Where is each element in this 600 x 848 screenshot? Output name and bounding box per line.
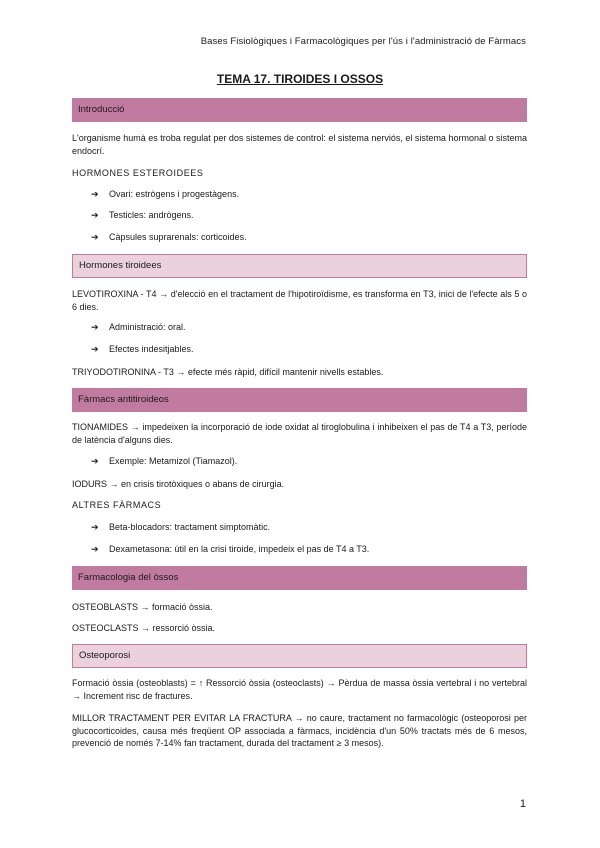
osteoporosi-paragraph: Formació òssia (osteoblasts) = ↑ Ressorció òssia (osteoclasts) → Pèrdua de massa òssia vertebral i no vertebral → Increment risc de fractures. [72,678,527,701]
section-introduccio: Introducció [72,98,527,122]
hormones-esteroidees-label: HORMONES ESTEROIDEES [72,168,204,178]
section-hormones-tiroidees: Hormones tiroidees [72,254,527,278]
section-farmacologia-ossos: Farmacologia del òssos [72,566,527,590]
list-item: ➔ Efectes indesitjables. [91,344,194,354]
millor-tractament-paragraph: MILLOR TRACTAMENT PER EVITAR LA FRACTURA → no caure, tractament no farmacològic (osteoporosi per glucocorticoides, causa més freqüent OP associada a fàrmacs, incidència d'un 50% tractats més de 6 mesos, prevenció de només 7-14% fan tractament, durada del tractament ≥ 3 mesos). [72,713,527,748]
page-number: 1 [519,798,526,810]
list-item: ➔ Ovari: estrògens i progestàgens. [91,189,240,199]
list-item: ➔ Exemple: Metamizol (Tiamazol). [91,456,238,466]
altres-farmacs-label: ALTRES FÀRMACS [72,500,162,510]
arrow-icon: ➔ [91,322,99,332]
arrow-icon: ➔ [91,344,99,354]
list-item: ➔ Administració: oral. [91,322,186,332]
arrow-icon: ➔ [91,456,99,466]
section-osteoporosi: Osteoporosi [72,644,527,668]
running-header: Bases Fisiològiques i Farmacològiques per l'ús i l'administració de Fàrmacs [200,36,526,47]
list-item: ➔ Testicles: andrògens. [91,210,194,220]
list-item: ➔ Càpsules suprarenals: corticoides. [91,232,247,242]
triyodotironina-paragraph: TRIYODOTIRONINA - T3 → efecte més ràpid, difícil mantenir nivells estables. [72,367,384,377]
intro-paragraph: L'organisme humà es troba regulat per dos sistemes de control: el sistema nerviós, el sistema hormonal o sistema endocrí. [72,133,527,156]
page-title: TEMA 17. TIROIDES I OSSOS [216,72,384,86]
arrow-icon: ➔ [91,189,99,199]
list-item: ➔ Beta-blocadors: tractament simptomàtic. [91,522,271,532]
list-item: ➔ Dexametasona: útil en la crisi tiroide, impedeix el pas de T4 a T3. [91,544,370,554]
osteoclasts-paragraph: OSTEOCLASTS → ressorció òssia. [72,623,216,633]
osteoblasts-paragraph: OSTEOBLASTS → formació òssia. [72,602,213,612]
arrow-icon: ➔ [91,522,99,532]
tionamides-paragraph: TIONAMIDES → impedeixen la incorporació de iode oxidat al tiroglobulina i inhibeixen el pas de T4 a T3, període de latència d'alguns dies. [72,422,527,445]
arrow-icon: ➔ [91,544,99,554]
arrow-icon: ➔ [91,210,99,220]
iodurs-paragraph: IODURS → en crisis tirotòxiques o abans de cirurgia. [72,479,285,489]
section-farmacs-antitiroideos: Fàrmacs antitiroideos [72,388,527,412]
levotiroxina-paragraph: LEVOTIROXINA - T4 → d'elecció en el tractament de l'hipotiroïdisme, es transforma en T3, inici de l'efecte als 5 o 6 dies. [72,289,527,312]
arrow-icon: ➔ [91,232,99,242]
